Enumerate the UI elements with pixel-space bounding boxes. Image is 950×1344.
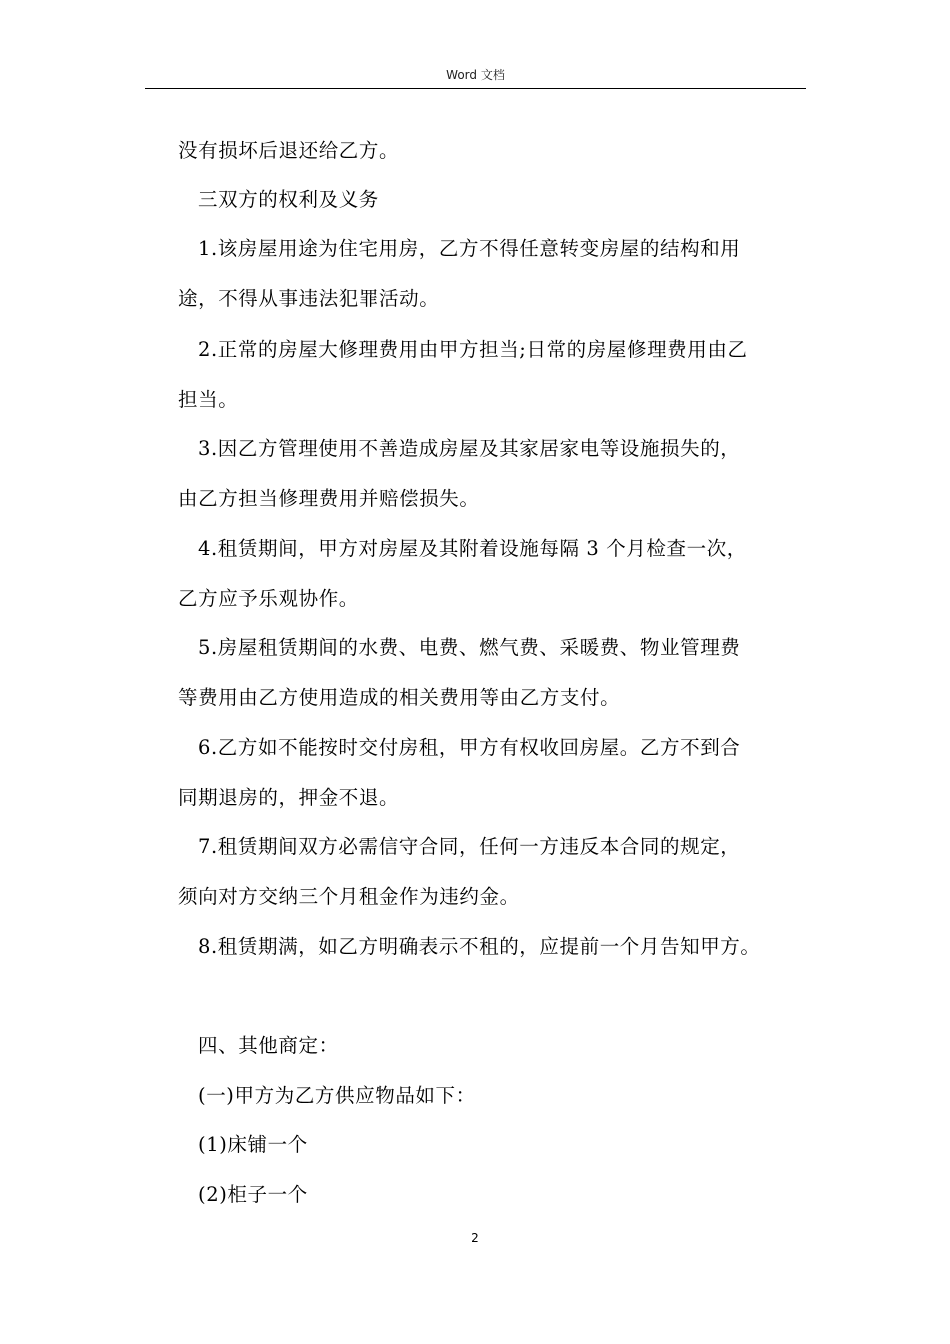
body-line: 没有损坏后退还给乙方。 bbox=[178, 139, 400, 162]
body-line: 乙方应予乐观协作。 bbox=[178, 587, 359, 610]
body-line: 8.租赁期满，如乙方明确表示不租的，应提前一个月告知甲方。 bbox=[198, 935, 761, 958]
body-line: 须向对方交纳三个月租金作为违约金。 bbox=[178, 885, 520, 908]
list-item: (2)柜子一个 bbox=[198, 1183, 308, 1206]
body-line: 3.因乙方管理使用不善造成房屋及其家居家电等设施损失的， bbox=[198, 437, 741, 460]
body-line: 等费用由乙方使用造成的相关费用等由乙方支付。 bbox=[178, 686, 621, 709]
section-heading: 三双方的权利及义务 bbox=[198, 188, 379, 211]
body-line: 同期退房的，押金不退。 bbox=[178, 786, 400, 809]
body-line: 6.乙方如不能按时交付房租，甲方有权收回房屋。乙方不到合 bbox=[198, 736, 741, 759]
body-line: (一)甲方为乙方供应物品如下： bbox=[198, 1084, 476, 1107]
page-number: 2 bbox=[471, 1231, 479, 1245]
body-line: 5.房屋租赁期间的水费、电费、燃气费、采暖费、物业管理费 bbox=[198, 636, 741, 659]
body-line: 4.租赁期间，甲方对房屋及其附着设施每隔 3 个月检查一次， bbox=[198, 537, 747, 560]
body-line: 1.该房屋用途为住宅用房，乙方不得任意转变房屋的结构和用 bbox=[198, 237, 741, 260]
body-line: 担当。 bbox=[178, 388, 239, 411]
list-item: (1)床铺一个 bbox=[198, 1133, 308, 1156]
page-header: Word 文档 bbox=[446, 68, 505, 82]
header-rule bbox=[145, 88, 806, 89]
body-line: 7.租赁期间双方必需信守合同，任何一方违反本合同的规定， bbox=[198, 835, 741, 858]
section-heading: 四、其他商定： bbox=[198, 1034, 339, 1057]
body-line: 2.正常的房屋大修理费用由甲方担当;日常的房屋修理费用由乙 bbox=[198, 338, 748, 361]
body-line: 由乙方担当修理费用并赔偿损失。 bbox=[178, 487, 480, 510]
body-line: 途，不得从事违法犯罪活动。 bbox=[178, 287, 440, 310]
